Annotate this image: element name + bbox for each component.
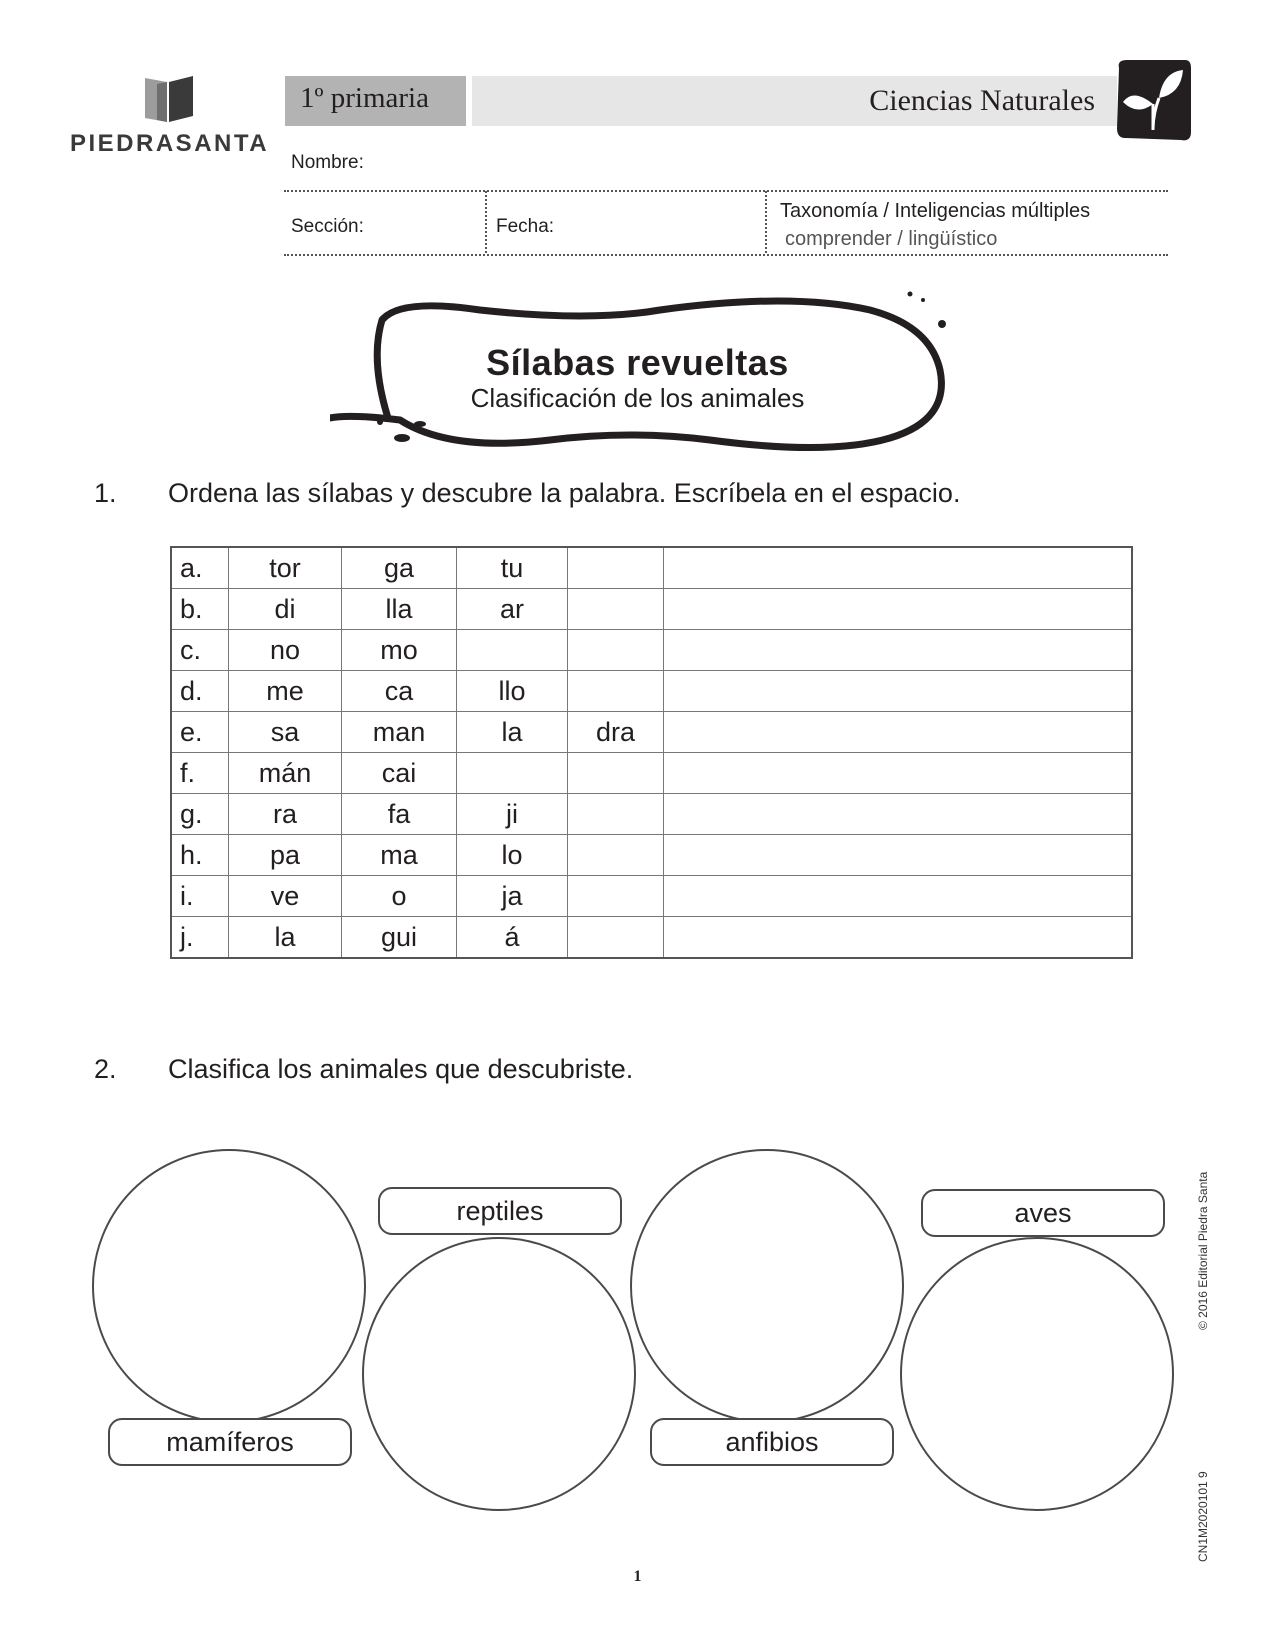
syllable-cell bbox=[568, 876, 664, 917]
syllable-cell: á bbox=[457, 917, 568, 959]
table-row bbox=[171, 630, 1132, 671]
copyright-text: © 2016 Editorial Piedra Santa bbox=[1196, 1171, 1210, 1330]
syllable-cell: me bbox=[229, 671, 342, 712]
subject-title: Ciencias Naturales bbox=[869, 84, 1095, 117]
syllable-cell: la bbox=[457, 712, 568, 753]
syllable-cell bbox=[568, 917, 664, 959]
reptiles-label: reptiles bbox=[378, 1187, 622, 1235]
table-row bbox=[171, 589, 1132, 630]
fields-bottom-line bbox=[284, 254, 1168, 256]
syllable-cell bbox=[457, 753, 568, 794]
mammals-label: mamíferos bbox=[108, 1418, 352, 1466]
date-field-label: Fecha: bbox=[496, 216, 555, 237]
syllable-cell bbox=[568, 753, 664, 794]
syllable-cell: ca bbox=[342, 671, 457, 712]
syllable-cell bbox=[457, 630, 568, 671]
table-row bbox=[171, 876, 1132, 917]
answer-cell[interactable] bbox=[664, 671, 1133, 712]
question-1-number: 1. bbox=[94, 478, 117, 508]
answer-cell[interactable] bbox=[664, 917, 1133, 959]
question-1-text: Ordena las sílabas y descubre la palabra. Escríbela en el espacio. bbox=[168, 478, 961, 508]
amphibians-label: anfibios bbox=[650, 1418, 894, 1466]
syllable-cell bbox=[568, 630, 664, 671]
document-code: CN1M2020101 9 bbox=[1196, 1471, 1210, 1562]
table-row bbox=[171, 712, 1132, 753]
row-letter: b. bbox=[171, 589, 229, 630]
syllable-cell: tor bbox=[229, 547, 342, 589]
name-field-label: Nombre: bbox=[291, 152, 364, 173]
syllable-cell bbox=[568, 794, 664, 835]
mammals-circle[interactable] bbox=[92, 1149, 366, 1423]
syllable-cell: cai bbox=[342, 753, 457, 794]
table-row bbox=[171, 835, 1132, 876]
syllable-cell: o bbox=[342, 876, 457, 917]
syllable-cell: ma bbox=[342, 835, 457, 876]
worksheet-title: Sílabas revueltas bbox=[486, 342, 789, 383]
syllables-table bbox=[170, 546, 1133, 959]
syllable-cell: lo bbox=[457, 835, 568, 876]
divider bbox=[765, 191, 767, 253]
section-field-label: Sección: bbox=[291, 216, 364, 237]
answer-cell[interactable] bbox=[664, 753, 1133, 794]
table-row bbox=[171, 794, 1132, 835]
worksheet-subtitle: Clasificación de los animales bbox=[470, 383, 805, 413]
name-line bbox=[284, 190, 1168, 192]
table-row bbox=[171, 753, 1132, 794]
row-letter: a. bbox=[171, 547, 229, 589]
syllable-cell: di bbox=[229, 589, 342, 630]
birds-circle[interactable] bbox=[900, 1237, 1174, 1511]
reptiles-circle[interactable] bbox=[362, 1237, 636, 1511]
syllable-cell: ji bbox=[457, 794, 568, 835]
syllable-cell: tu bbox=[457, 547, 568, 589]
syllable-cell: la bbox=[229, 917, 342, 959]
divider bbox=[485, 191, 487, 253]
taxonomy-values: comprender / lingüístico bbox=[785, 228, 998, 250]
syllable-cell: mo bbox=[342, 630, 457, 671]
syllable-cell: man bbox=[342, 712, 457, 753]
syllable-cell: ja bbox=[457, 876, 568, 917]
answer-cell[interactable] bbox=[664, 876, 1133, 917]
syllable-cell: lla bbox=[342, 589, 457, 630]
syllable-cell: mán bbox=[229, 753, 342, 794]
publisher-logo-icon bbox=[143, 74, 195, 124]
page-number: 1 bbox=[633, 1568, 642, 1585]
table-row bbox=[171, 547, 1132, 589]
answer-cell[interactable] bbox=[664, 835, 1133, 876]
syllable-cell: sa bbox=[229, 712, 342, 753]
syllable-cell: ar bbox=[457, 589, 568, 630]
syllable-cell: pa bbox=[229, 835, 342, 876]
answer-cell[interactable] bbox=[664, 712, 1133, 753]
question-2-text: Clasifica los animales que descubriste. bbox=[168, 1054, 634, 1084]
table-row bbox=[171, 671, 1132, 712]
syllable-cell: llo bbox=[457, 671, 568, 712]
answer-cell[interactable] bbox=[664, 630, 1133, 671]
table-row bbox=[171, 917, 1132, 959]
row-letter: d. bbox=[171, 671, 229, 712]
answer-cell[interactable] bbox=[664, 794, 1133, 835]
row-letter: f. bbox=[171, 753, 229, 794]
syllable-cell: fa bbox=[342, 794, 457, 835]
syllable-cell: gui bbox=[342, 917, 457, 959]
syllable-cell bbox=[568, 671, 664, 712]
answer-cell[interactable] bbox=[664, 547, 1133, 589]
row-letter: c. bbox=[171, 630, 229, 671]
syllable-cell: ve bbox=[229, 876, 342, 917]
syllable-cell: no bbox=[229, 630, 342, 671]
birds-label: aves bbox=[921, 1189, 1165, 1237]
syllable-cell: dra bbox=[568, 712, 664, 753]
publisher-logo-text: PIEDRASANTA bbox=[70, 130, 270, 157]
question-2-number: 2. bbox=[94, 1054, 117, 1084]
leaf-icon bbox=[1113, 58, 1193, 144]
row-letter: j. bbox=[171, 917, 229, 959]
row-letter: i. bbox=[171, 876, 229, 917]
syllable-cell bbox=[568, 589, 664, 630]
amphibians-circle[interactable] bbox=[630, 1149, 904, 1423]
answer-cell[interactable] bbox=[664, 589, 1133, 630]
grade-label: 1º primaria bbox=[300, 82, 429, 114]
syllable-cell: ra bbox=[229, 794, 342, 835]
row-letter: h. bbox=[171, 835, 229, 876]
row-letter: g. bbox=[171, 794, 229, 835]
taxonomy-label: Taxonomía / Inteligencias múltiples bbox=[780, 200, 1091, 222]
syllable-cell: ga bbox=[342, 547, 457, 589]
syllable-cell bbox=[568, 547, 664, 589]
syllable-cell bbox=[568, 835, 664, 876]
row-letter: e. bbox=[171, 712, 229, 753]
